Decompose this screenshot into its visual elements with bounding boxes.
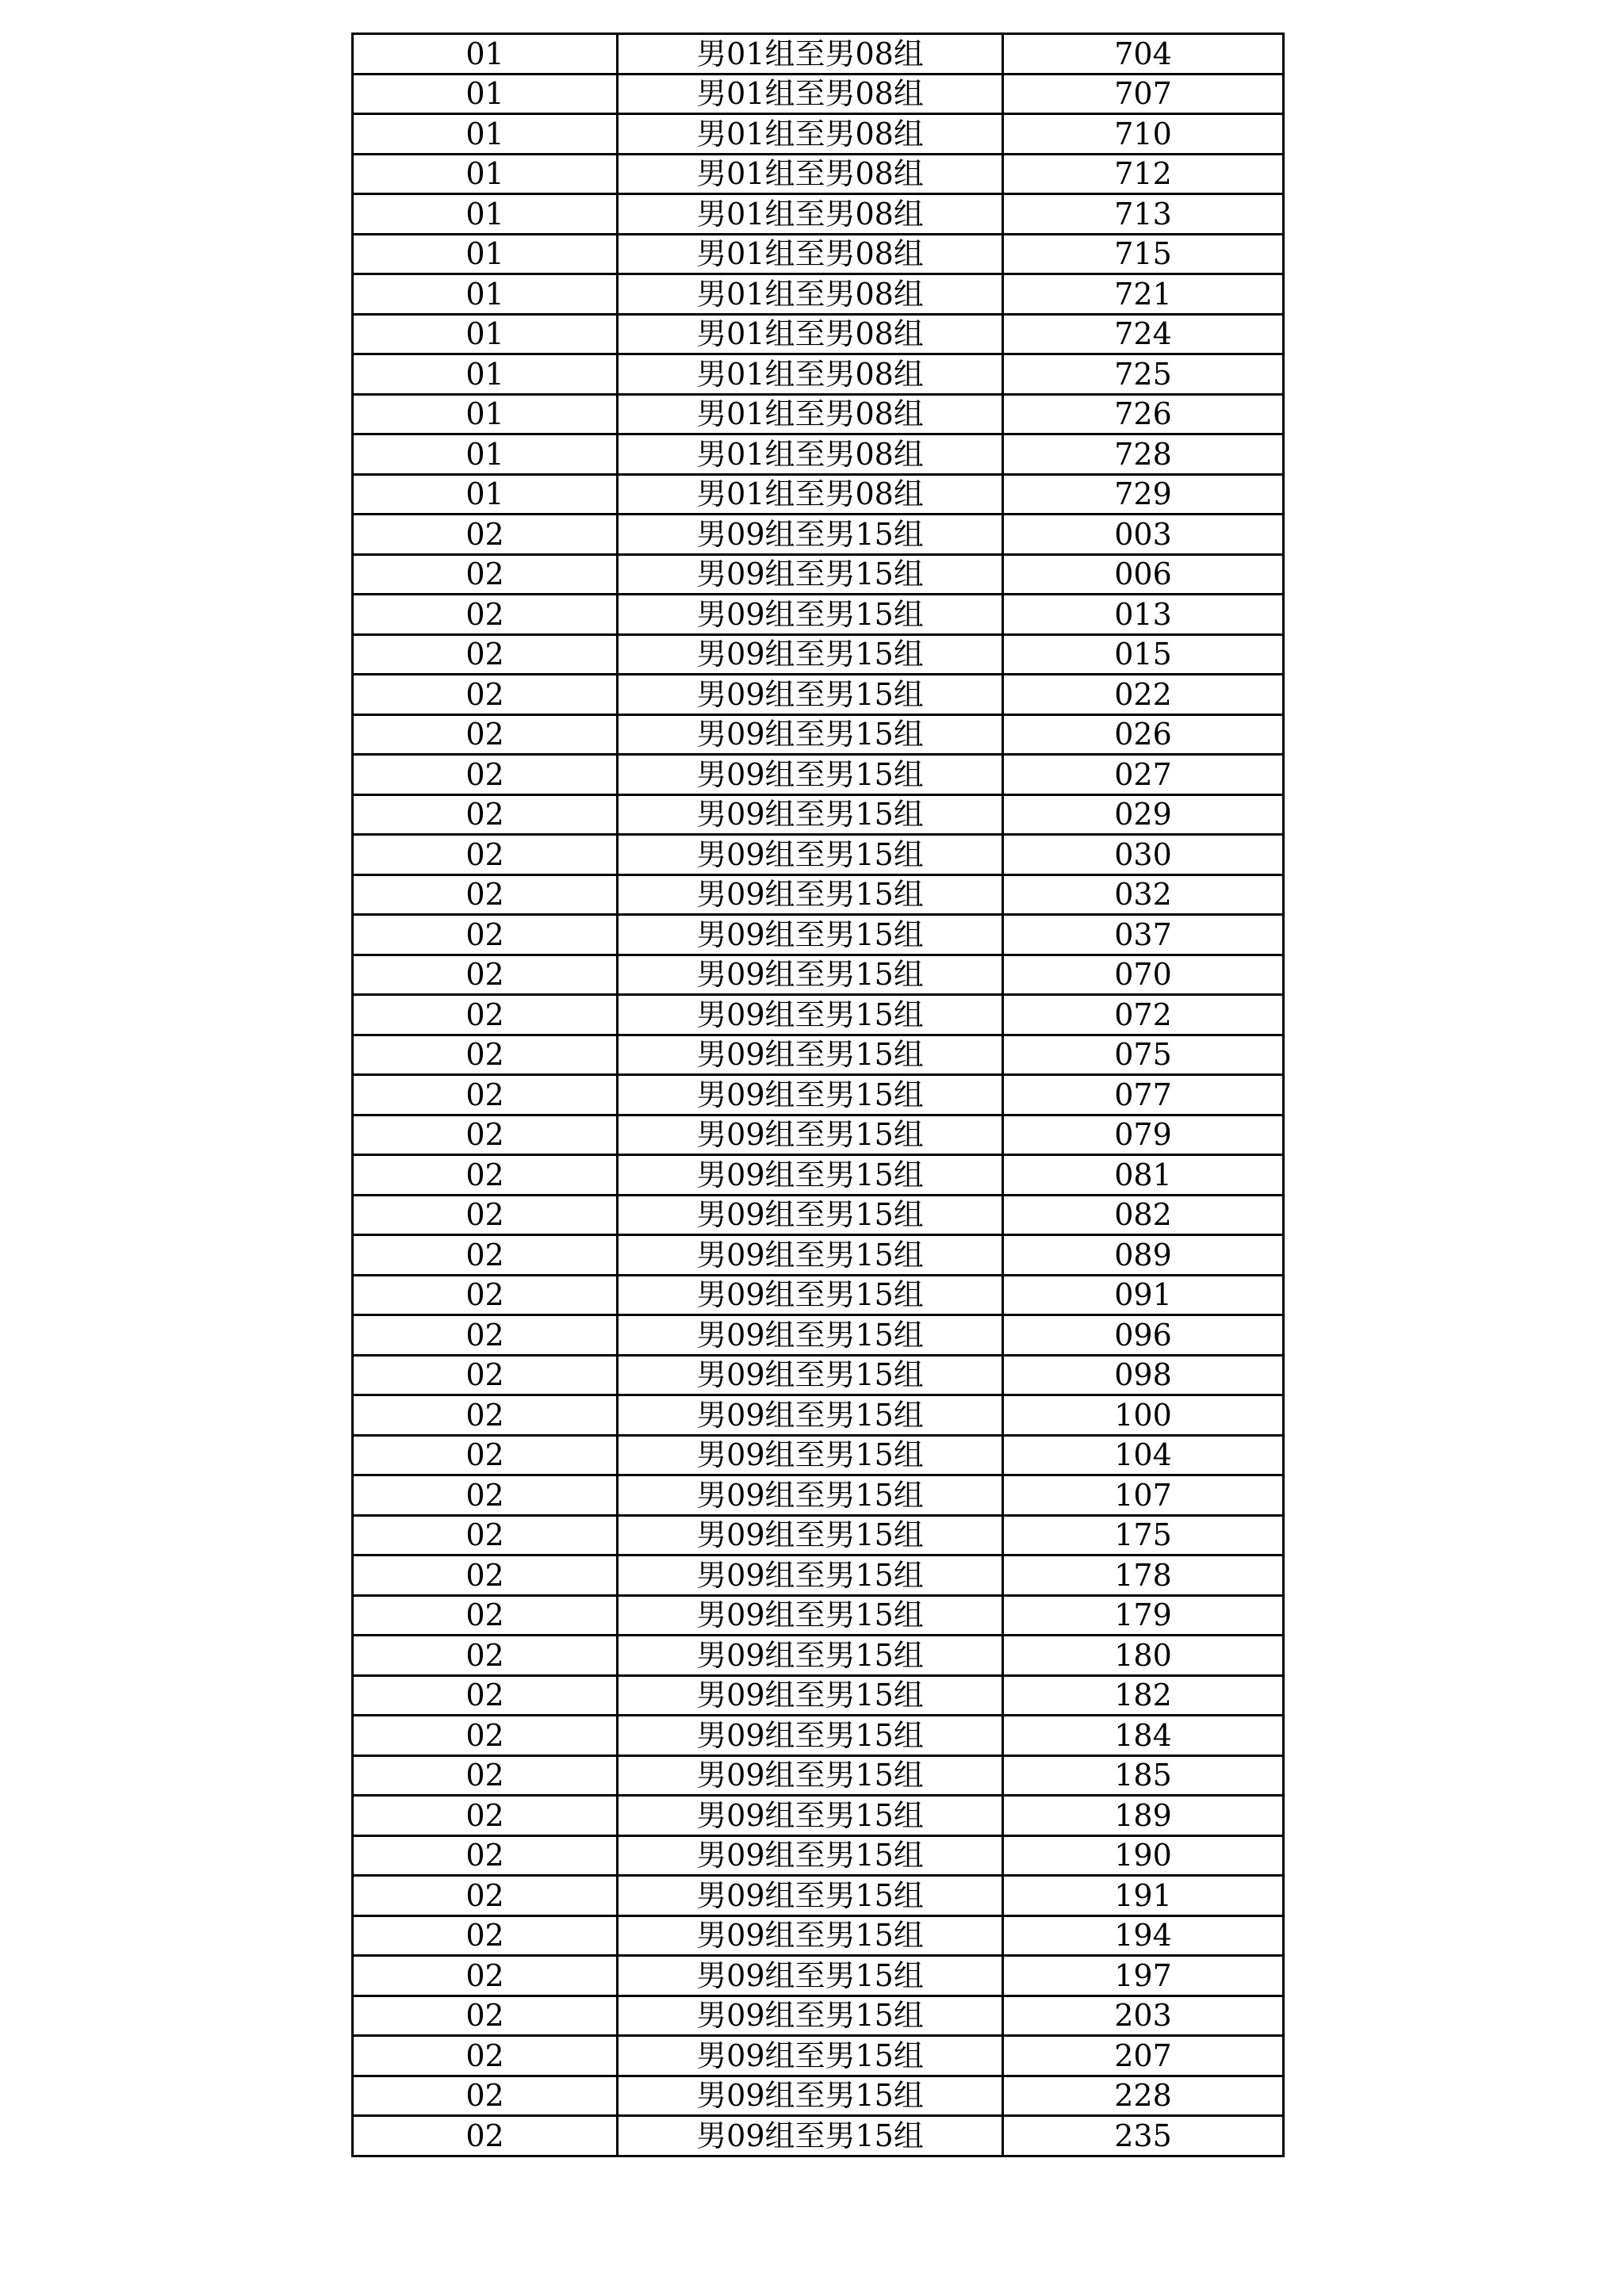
cell-code: 01 <box>353 34 618 75</box>
table-row <box>353 394 1284 434</box>
cell-number: 089 <box>1003 1235 1284 1276</box>
cell-group-range: 男09组至男15组 <box>618 1195 1003 1235</box>
table-row <box>353 2076 1284 2116</box>
cell-number: 203 <box>1003 1996 1284 2036</box>
cell-number: 228 <box>1003 2076 1284 2116</box>
cell-group-range: 男09组至男15组 <box>618 1835 1003 1876</box>
cell-group-range: 男09组至男15组 <box>618 1315 1003 1356</box>
cell-code: 02 <box>353 1755 618 1796</box>
cell-group-range: 男09组至男15组 <box>618 1475 1003 1516</box>
cell-code: 02 <box>353 1675 618 1716</box>
cell-number: 175 <box>1003 1515 1284 1556</box>
table-row <box>353 34 1284 75</box>
cell-number: 704 <box>1003 34 1284 75</box>
cell-number: 022 <box>1003 675 1284 715</box>
cell-number: 713 <box>1003 194 1284 235</box>
cell-group-range: 男09组至男15组 <box>618 1435 1003 1475</box>
table-row <box>353 354 1284 395</box>
cell-number: 013 <box>1003 595 1284 635</box>
cell-code: 01 <box>353 194 618 235</box>
cell-group-range: 男09组至男15组 <box>618 595 1003 635</box>
cell-number: 189 <box>1003 1796 1284 1836</box>
cell-group-range: 男01组至男08组 <box>618 194 1003 235</box>
cell-code: 02 <box>353 2036 618 2076</box>
cell-number: 072 <box>1003 995 1284 1035</box>
table-row <box>353 2116 1284 2156</box>
cell-code: 02 <box>353 554 618 595</box>
cell-code: 02 <box>353 1195 618 1235</box>
table-row <box>353 1315 1284 1356</box>
cell-group-range: 男01组至男08组 <box>618 474 1003 515</box>
cell-code: 02 <box>353 634 618 675</box>
table-row <box>353 1155 1284 1196</box>
cell-code: 01 <box>353 354 618 395</box>
cell-code: 02 <box>353 1035 618 1075</box>
cell-group-range: 男09组至男15组 <box>618 1636 1003 1676</box>
cell-number: 178 <box>1003 1556 1284 1596</box>
cell-code: 02 <box>353 675 618 715</box>
table-row <box>353 1195 1284 1235</box>
table-row <box>353 1275 1284 1315</box>
cell-code: 02 <box>353 1716 618 1756</box>
cell-code: 01 <box>353 154 618 194</box>
cell-number: 721 <box>1003 274 1284 315</box>
table-row <box>353 955 1284 995</box>
cell-code: 01 <box>353 274 618 315</box>
document-page <box>351 33 1285 2157</box>
cell-code: 02 <box>353 515 618 555</box>
cell-code: 02 <box>353 1315 618 1356</box>
table-row <box>353 1716 1284 1756</box>
cell-code: 02 <box>353 1115 618 1155</box>
cell-code: 02 <box>353 1075 618 1115</box>
cell-group-range: 男09组至男15组 <box>618 1275 1003 1315</box>
cell-code: 02 <box>353 995 618 1035</box>
table-row <box>353 554 1284 595</box>
cell-number: 082 <box>1003 1195 1284 1235</box>
table-row <box>353 1915 1284 1956</box>
table-row <box>353 274 1284 315</box>
cell-group-range: 男09组至男15组 <box>618 835 1003 875</box>
cell-code: 02 <box>353 1475 618 1516</box>
cell-number: 015 <box>1003 634 1284 675</box>
cell-number: 100 <box>1003 1395 1284 1436</box>
cell-group-range: 男09组至男15组 <box>618 1675 1003 1716</box>
cell-group-range: 男09组至男15组 <box>618 2116 1003 2156</box>
cell-code: 01 <box>353 314 618 354</box>
table-row <box>353 595 1284 635</box>
cell-number: 725 <box>1003 354 1284 395</box>
table-row <box>353 1115 1284 1155</box>
data-table <box>351 33 1285 2157</box>
cell-code: 02 <box>353 1435 618 1475</box>
table-row <box>353 1515 1284 1556</box>
cell-number: 728 <box>1003 434 1284 475</box>
table-row <box>353 1595 1284 1636</box>
cell-group-range: 男09组至男15组 <box>618 794 1003 835</box>
cell-group-range: 男09组至男15组 <box>618 1395 1003 1436</box>
cell-code: 02 <box>353 1835 618 1876</box>
cell-group-range: 男09组至男15组 <box>618 1556 1003 1596</box>
table-row <box>353 2036 1284 2076</box>
cell-group-range: 男01组至男08组 <box>618 354 1003 395</box>
cell-group-range: 男09组至男15组 <box>618 874 1003 915</box>
table-row <box>353 1235 1284 1276</box>
cell-number: 712 <box>1003 154 1284 194</box>
table-row <box>353 915 1284 955</box>
table-row <box>353 1996 1284 2036</box>
cell-code: 01 <box>353 74 618 114</box>
cell-code: 02 <box>353 1355 618 1395</box>
cell-code: 02 <box>353 835 618 875</box>
cell-number: 191 <box>1003 1876 1284 1916</box>
cell-number: 107 <box>1003 1475 1284 1516</box>
cell-number: 079 <box>1003 1115 1284 1155</box>
cell-code: 02 <box>353 1636 618 1676</box>
cell-code: 02 <box>353 595 618 635</box>
cell-number: 194 <box>1003 1915 1284 1956</box>
cell-number: 029 <box>1003 794 1284 835</box>
table-body <box>353 34 1284 2156</box>
cell-code: 02 <box>353 1235 618 1276</box>
cell-code: 02 <box>353 1515 618 1556</box>
cell-number: 026 <box>1003 714 1284 755</box>
cell-number: 707 <box>1003 74 1284 114</box>
cell-group-range: 男09组至男15组 <box>618 634 1003 675</box>
cell-group-range: 男09组至男15组 <box>618 1355 1003 1395</box>
cell-group-range: 男09组至男15组 <box>618 1235 1003 1276</box>
cell-number: 710 <box>1003 114 1284 155</box>
cell-code: 02 <box>353 915 618 955</box>
table-row <box>353 874 1284 915</box>
cell-group-range: 男09组至男15组 <box>618 995 1003 1035</box>
cell-group-range: 男09组至男15组 <box>618 915 1003 955</box>
table-row <box>353 1876 1284 1916</box>
cell-number: 235 <box>1003 2116 1284 2156</box>
cell-code: 02 <box>353 955 618 995</box>
cell-code: 02 <box>353 1796 618 1836</box>
table-row <box>353 515 1284 555</box>
cell-number: 184 <box>1003 1716 1284 1756</box>
table-row <box>353 835 1284 875</box>
table-row <box>353 714 1284 755</box>
cell-number: 180 <box>1003 1636 1284 1676</box>
cell-code: 02 <box>353 2116 618 2156</box>
cell-number: 070 <box>1003 955 1284 995</box>
cell-group-range: 男01组至男08组 <box>618 314 1003 354</box>
cell-group-range: 男09组至男15组 <box>618 1515 1003 1556</box>
cell-code: 02 <box>353 874 618 915</box>
cell-code: 02 <box>353 714 618 755</box>
table-row <box>353 1355 1284 1395</box>
cell-code: 02 <box>353 2076 618 2116</box>
table-row <box>353 314 1284 354</box>
cell-code: 02 <box>353 1956 618 1996</box>
table-row <box>353 74 1284 114</box>
cell-group-range: 男01组至男08组 <box>618 154 1003 194</box>
cell-number: 003 <box>1003 515 1284 555</box>
table-row <box>353 1475 1284 1516</box>
cell-group-range: 男09组至男15组 <box>618 1155 1003 1196</box>
cell-number: 075 <box>1003 1035 1284 1075</box>
cell-number: 091 <box>1003 1275 1284 1315</box>
table-row <box>353 1755 1284 1796</box>
cell-number: 030 <box>1003 835 1284 875</box>
cell-code: 01 <box>353 394 618 434</box>
table-row <box>353 1796 1284 1836</box>
cell-number: 197 <box>1003 1956 1284 1996</box>
cell-number: 185 <box>1003 1755 1284 1796</box>
cell-group-range: 男09组至男15组 <box>618 1035 1003 1075</box>
cell-code: 02 <box>353 1395 618 1436</box>
cell-group-range: 男09组至男15组 <box>618 1716 1003 1756</box>
cell-code: 01 <box>353 434 618 475</box>
cell-number: 032 <box>1003 874 1284 915</box>
cell-group-range: 男01组至男08组 <box>618 274 1003 315</box>
cell-group-range: 男09组至男15组 <box>618 1115 1003 1155</box>
cell-group-range: 男09组至男15组 <box>618 2076 1003 2116</box>
cell-group-range: 男09组至男15组 <box>618 1996 1003 2036</box>
cell-group-range: 男09组至男15组 <box>618 515 1003 555</box>
cell-code: 02 <box>353 1915 618 1956</box>
table-row <box>353 1075 1284 1115</box>
table-row <box>353 154 1284 194</box>
table-row <box>353 1636 1284 1676</box>
cell-number: 027 <box>1003 755 1284 795</box>
cell-group-range: 男09组至男15组 <box>618 1755 1003 1796</box>
table-row <box>353 114 1284 155</box>
cell-code: 02 <box>353 794 618 835</box>
cell-code: 02 <box>353 1876 618 1916</box>
cell-number: 190 <box>1003 1835 1284 1876</box>
cell-number: 006 <box>1003 554 1284 595</box>
cell-number: 724 <box>1003 314 1284 354</box>
cell-group-range: 男01组至男08组 <box>618 394 1003 434</box>
cell-number: 096 <box>1003 1315 1284 1356</box>
cell-group-range: 男09组至男15组 <box>618 1796 1003 1836</box>
cell-code: 01 <box>353 234 618 274</box>
cell-number: 037 <box>1003 915 1284 955</box>
cell-group-range: 男01组至男08组 <box>618 234 1003 274</box>
table-row <box>353 634 1284 675</box>
cell-number: 726 <box>1003 394 1284 434</box>
table-row <box>353 995 1284 1035</box>
cell-code: 02 <box>353 1556 618 1596</box>
cell-group-range: 男01组至男08组 <box>618 34 1003 75</box>
cell-number: 081 <box>1003 1155 1284 1196</box>
cell-group-range: 男09组至男15组 <box>618 675 1003 715</box>
table-row <box>353 1956 1284 1996</box>
table-row <box>353 755 1284 795</box>
cell-group-range: 男01组至男08组 <box>618 74 1003 114</box>
cell-group-range: 男09组至男15组 <box>618 755 1003 795</box>
cell-number: 104 <box>1003 1435 1284 1475</box>
cell-number: 077 <box>1003 1075 1284 1115</box>
cell-code: 02 <box>353 1155 618 1196</box>
cell-number: 098 <box>1003 1355 1284 1395</box>
cell-group-range: 男09组至男15组 <box>618 554 1003 595</box>
table-row <box>353 1435 1284 1475</box>
cell-number: 182 <box>1003 1675 1284 1716</box>
cell-code: 02 <box>353 1275 618 1315</box>
cell-code: 02 <box>353 755 618 795</box>
cell-code: 02 <box>353 1595 618 1636</box>
table-row <box>353 794 1284 835</box>
table-row <box>353 434 1284 475</box>
cell-number: 729 <box>1003 474 1284 515</box>
cell-code: 01 <box>353 114 618 155</box>
cell-group-range: 男09组至男15组 <box>618 1075 1003 1115</box>
cell-group-range: 男09组至男15组 <box>618 955 1003 995</box>
table-row <box>353 474 1284 515</box>
cell-group-range: 男09组至男15组 <box>618 1915 1003 1956</box>
cell-group-range: 男09组至男15组 <box>618 2036 1003 2076</box>
cell-code: 02 <box>353 1996 618 2036</box>
cell-group-range: 男09组至男15组 <box>618 714 1003 755</box>
table-row <box>353 675 1284 715</box>
table-row <box>353 1556 1284 1596</box>
cell-number: 715 <box>1003 234 1284 274</box>
cell-code: 01 <box>353 474 618 515</box>
table-row <box>353 194 1284 235</box>
cell-group-range: 男09组至男15组 <box>618 1956 1003 1996</box>
cell-number: 207 <box>1003 2036 1284 2076</box>
table-row <box>353 234 1284 274</box>
cell-group-range: 男09组至男15组 <box>618 1876 1003 1916</box>
table-row <box>353 1835 1284 1876</box>
cell-group-range: 男09组至男15组 <box>618 1595 1003 1636</box>
cell-group-range: 男01组至男08组 <box>618 114 1003 155</box>
table-row <box>353 1035 1284 1075</box>
cell-number: 179 <box>1003 1595 1284 1636</box>
cell-group-range: 男01组至男08组 <box>618 434 1003 475</box>
table-row <box>353 1675 1284 1716</box>
table-row <box>353 1395 1284 1436</box>
